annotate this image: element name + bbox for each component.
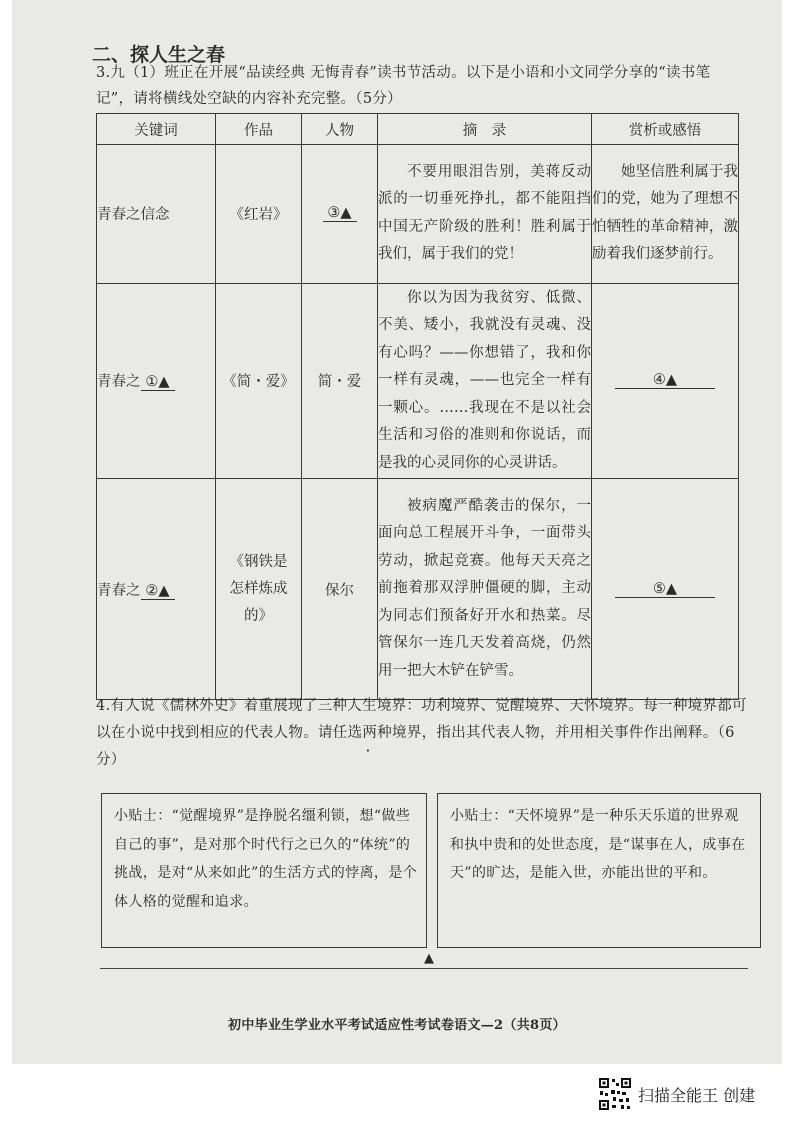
answer-line[interactable]	[100, 968, 748, 969]
answer-blank-3[interactable]: ③▲	[323, 205, 357, 222]
keyword-cell	[97, 479, 216, 700]
work-cell: 《钢铁是怎样炼成的》	[216, 479, 302, 700]
quote-cell: 不要用眼泪告别，美蒋反动派的一切垂死挣扎，都不能阻挡中国无产阶级的胜利！胜利属于我们，属于我们的党！	[378, 145, 592, 283]
keyword-prefix: 青春之	[97, 374, 141, 391]
table-header-row	[97, 114, 739, 145]
page-footer: 初中毕业生学业水平考试适应性考试卷语文—2（共8页）	[228, 1018, 566, 1033]
question-4-prompt	[96, 693, 756, 774]
tip-text: 小贴士：“觉醒境界”是挣脱名缰利锁，想“做些自己的事”，是对那个时代行之已久的“体统”的挑战，是对“从来如此”的生活方式的悖离，是个体人格的觉醒和追求。	[114, 808, 418, 910]
answer-blank-1[interactable]: ①▲	[141, 374, 175, 391]
keyword-cell	[97, 283, 216, 479]
tip-box-heavenly	[437, 793, 761, 948]
tip-text: 小贴士：“天怀境界”是一种乐天乐道的世界观和执中贵和的处世态度，是“谋事在人，成事在天”的旷达，是能入世，亦能出世的平和。	[450, 808, 746, 881]
scanner-watermark	[598, 1077, 755, 1111]
quote-cell: 你以为因为我贫穷、低微、不美、矮小，我就没有灵魂、没有心吗？——你想错了，我和你一样有灵魂，——也完全一样有一颗心。……我现在不是以社会生活和习俗的准则和你说话，而是我的心灵同你的心灵讲话。	[378, 283, 592, 479]
header-person: 人物	[302, 114, 378, 145]
section-title: 二、探人生之春	[92, 44, 226, 66]
work-cell: 《简・爱》	[216, 283, 302, 479]
reading-notes-table	[96, 113, 739, 700]
q4-prompt-after: 境界，指出其代表人物，并用相关事件作出阐释。（6分）	[96, 725, 735, 768]
question-3-prompt: 3.九（1）班正在开展“品读经典 无悔青春”读书节活动。以下是小语和小文同学分享的“读书笔记”，请将横线处空缺的内容补充完整。（5分）	[96, 65, 711, 107]
keyword-prefix: 青春之	[97, 582, 141, 599]
scanner-brand-label: 扫描全能王 创建	[638, 1085, 756, 1105]
quote-cell: 被病魔严酷袭击的保尔，一面向总工程展开斗争，一面带头劳动，掀起竞赛。他每天天亮之前拖着那双浮肿僵硬的脚，主动为同志们预备好开水和热菜。尽管保尔一连几天发着高烧，仍然用一把大木铲在铲雪。	[378, 479, 592, 700]
note-cell: 她坚信胜利属于我们的党，她为了理想不怕牺牲的革命精神，激励着我们逐梦前行。	[592, 145, 739, 283]
work-cell: 《红岩》	[216, 145, 302, 283]
table-row	[97, 479, 739, 700]
person-cell: 简・爱	[302, 283, 378, 479]
answer-blank-2[interactable]: ②▲	[141, 583, 175, 600]
answer-blank-5[interactable]: ⑤▲	[615, 581, 715, 598]
keyword-cell: 青春之信念	[97, 145, 216, 283]
answer-blank-4[interactable]: ④▲	[615, 372, 715, 389]
q4-prompt-emphasis: 选两种	[347, 725, 393, 741]
header-note: 赏析或感悟	[592, 114, 739, 145]
header-keyword: 关键词	[97, 114, 216, 145]
person-cell	[302, 145, 378, 283]
answer-mark: ▲	[424, 951, 434, 966]
table-row	[97, 283, 739, 479]
header-quote: 摘 录	[378, 114, 592, 145]
tip-box-awakening	[101, 793, 427, 948]
note-cell	[592, 479, 739, 700]
note-cell	[592, 283, 739, 479]
header-work: 作品	[216, 114, 302, 145]
qr-code-icon	[598, 1077, 632, 1111]
person-cell: 保尔	[302, 479, 378, 700]
q4-prompt-before: 4.有人说《儒林外史》着重展现了三种人生境界：功利境界、觉醒境界、天怀境界。每一种境界都可以在小说中找到相应的代表人物。请任	[96, 698, 747, 741]
table-row	[97, 145, 739, 283]
